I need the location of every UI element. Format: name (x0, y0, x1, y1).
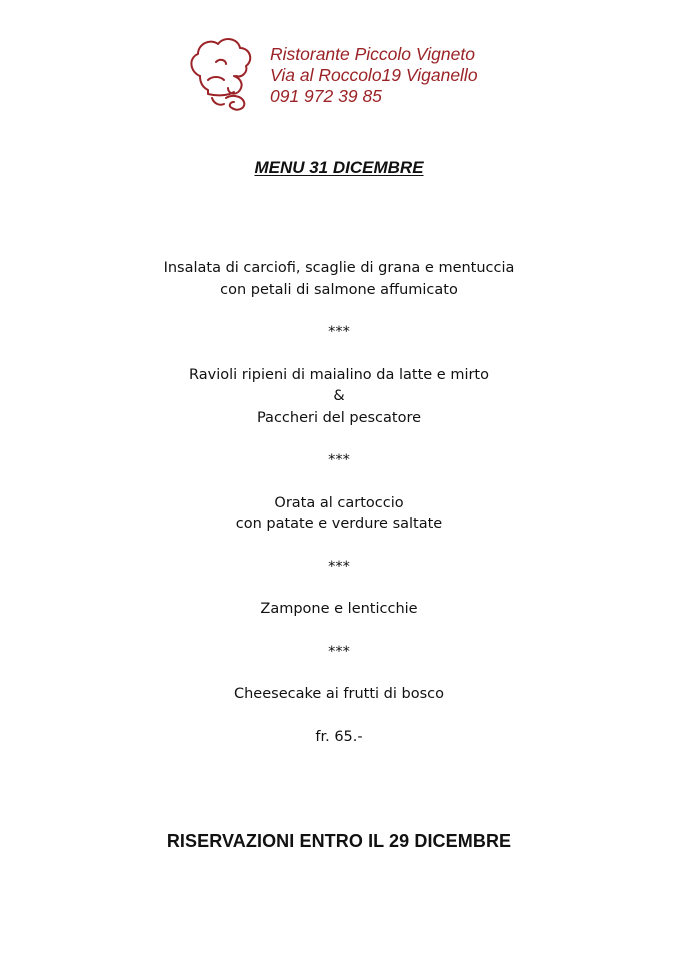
course-separator: *** (328, 452, 350, 468)
course-separator: *** (328, 324, 350, 340)
menu-title: MENU 31 DICEMBRE (254, 158, 424, 177)
course-line: con patate e verdure saltate (235, 516, 443, 532)
restaurant-info (270, 44, 478, 107)
chef-hat-icon (186, 32, 256, 112)
course-starter (0, 258, 678, 301)
course-main-fish (0, 493, 678, 536)
course-line: Insalata di carciofi, scaglie di grana e mentuccia (163, 260, 515, 276)
course-line: Ravioli ripieni di maialino da latte e mirto (189, 366, 489, 383)
menu-price: fr. 65.- (315, 728, 363, 745)
course-separator: *** (328, 558, 350, 575)
course-separator: *** (328, 643, 350, 660)
restaurant-name: Ristorante Piccolo Vigneto (270, 44, 475, 64)
restaurant-address: Via al Roccolo19 Viganello (270, 65, 478, 85)
course-line: Paccheri del pescatore (256, 409, 422, 426)
course-main-meat (0, 599, 678, 621)
course-first (0, 365, 678, 430)
course-line: Cheesecake ai frutti di bosco (233, 686, 444, 702)
course-list (0, 258, 678, 748)
course-line: & (333, 388, 345, 404)
course-dessert (0, 684, 678, 706)
restaurant-header (186, 32, 516, 114)
reservation-note: RISERVAZIONI ENTRO IL 29 DICEMBRE (166, 831, 512, 851)
course-line: Orata al cartoccio (274, 494, 404, 511)
course-line: Zampone e lenticchie (260, 601, 418, 617)
course-line: con petali di salmone affumicato (220, 281, 458, 298)
restaurant-phone: 091 972 39 85 (270, 86, 382, 106)
